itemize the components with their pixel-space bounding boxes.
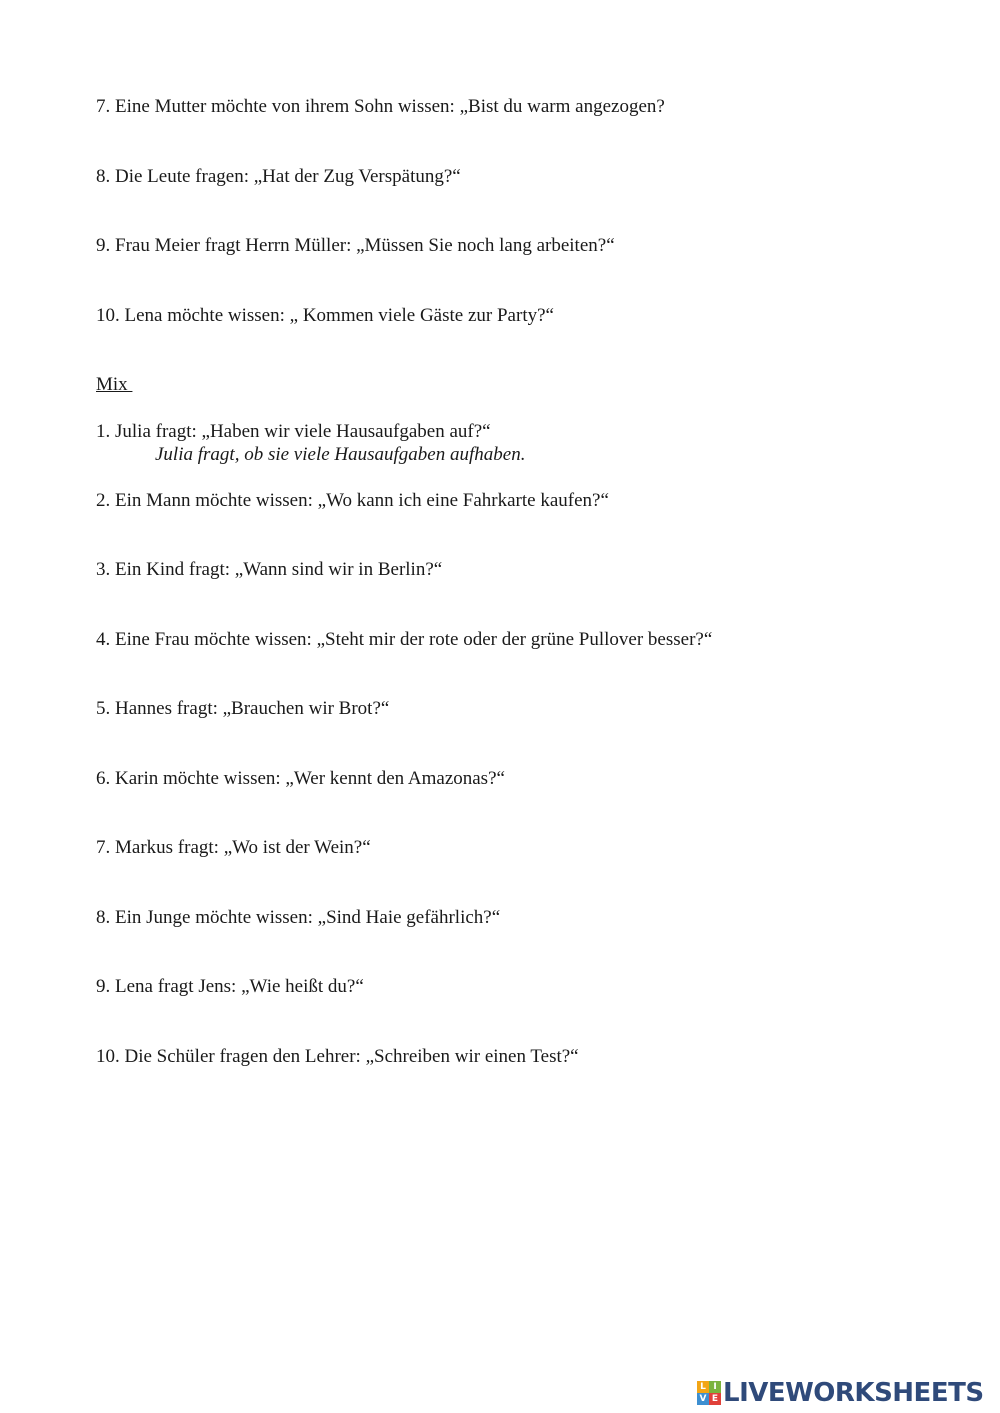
logo-mark-i: I [709, 1381, 721, 1393]
question-item-9: 9. Frau Meier fragt Herrn Müller: „Müssen Sie noch lang arbeiten?“ [96, 235, 615, 256]
mix-item-6: 6. Karin möchte wissen: „Wer kennt den Amazonas?“ [96, 768, 505, 789]
mix-item-3: 3. Ein Kind fragt: „Wann sind wir in Berlin?“ [96, 559, 443, 580]
liveworksheets-logo-icon [697, 1381, 721, 1405]
mix-item-8: 8. Ein Junge möchte wissen: „Sind Haie gefährlich?“ [96, 907, 501, 928]
mix-heading: Mix [96, 374, 133, 395]
mix-item-2: 2. Ein Mann möchte wissen: „Wo kann ich eine Fahrkarte kaufen?“ [96, 490, 609, 511]
question-item-7: 7. Eine Mutter möchte von ihrem Sohn wissen: „Bist du warm angezogen? [96, 96, 665, 117]
mix-item-9: 9. Lena fragt Jens: „Wie heißt du?“ [96, 976, 364, 997]
mix-item-7: 7. Markus fragt: „Wo ist der Wein?“ [96, 837, 371, 858]
logo-mark-e: E [709, 1393, 721, 1405]
question-item-8: 8. Die Leute fragen: „Hat der Zug Verspätung?“ [96, 166, 461, 187]
mix-example-answer: Julia fragt, ob sie viele Hausaufgaben aufhaben. [155, 444, 526, 465]
liveworksheets-logo [697, 1378, 984, 1408]
logo-mark-l: L [697, 1381, 709, 1393]
question-item-10: 10. Lena möchte wissen: „ Kommen viele Gäste zur Party?“ [96, 305, 554, 326]
mix-item-4: 4. Eine Frau möchte wissen: „Steht mir der rote oder der grüne Pullover besser?“ [96, 629, 713, 650]
liveworksheets-logo-text: LIVEWORKSHEETS [723, 1378, 984, 1408]
mix-item-10: 10. Die Schüler fragen den Lehrer: „Schreiben wir einen Test?“ [96, 1046, 579, 1067]
mix-item-5: 5. Hannes fragt: „Brauchen wir Brot?“ [96, 698, 390, 719]
logo-mark-v: V [697, 1393, 709, 1405]
mix-item-1: 1. Julia fragt: „Haben wir viele Hausaufgaben auf?“ [96, 421, 491, 442]
